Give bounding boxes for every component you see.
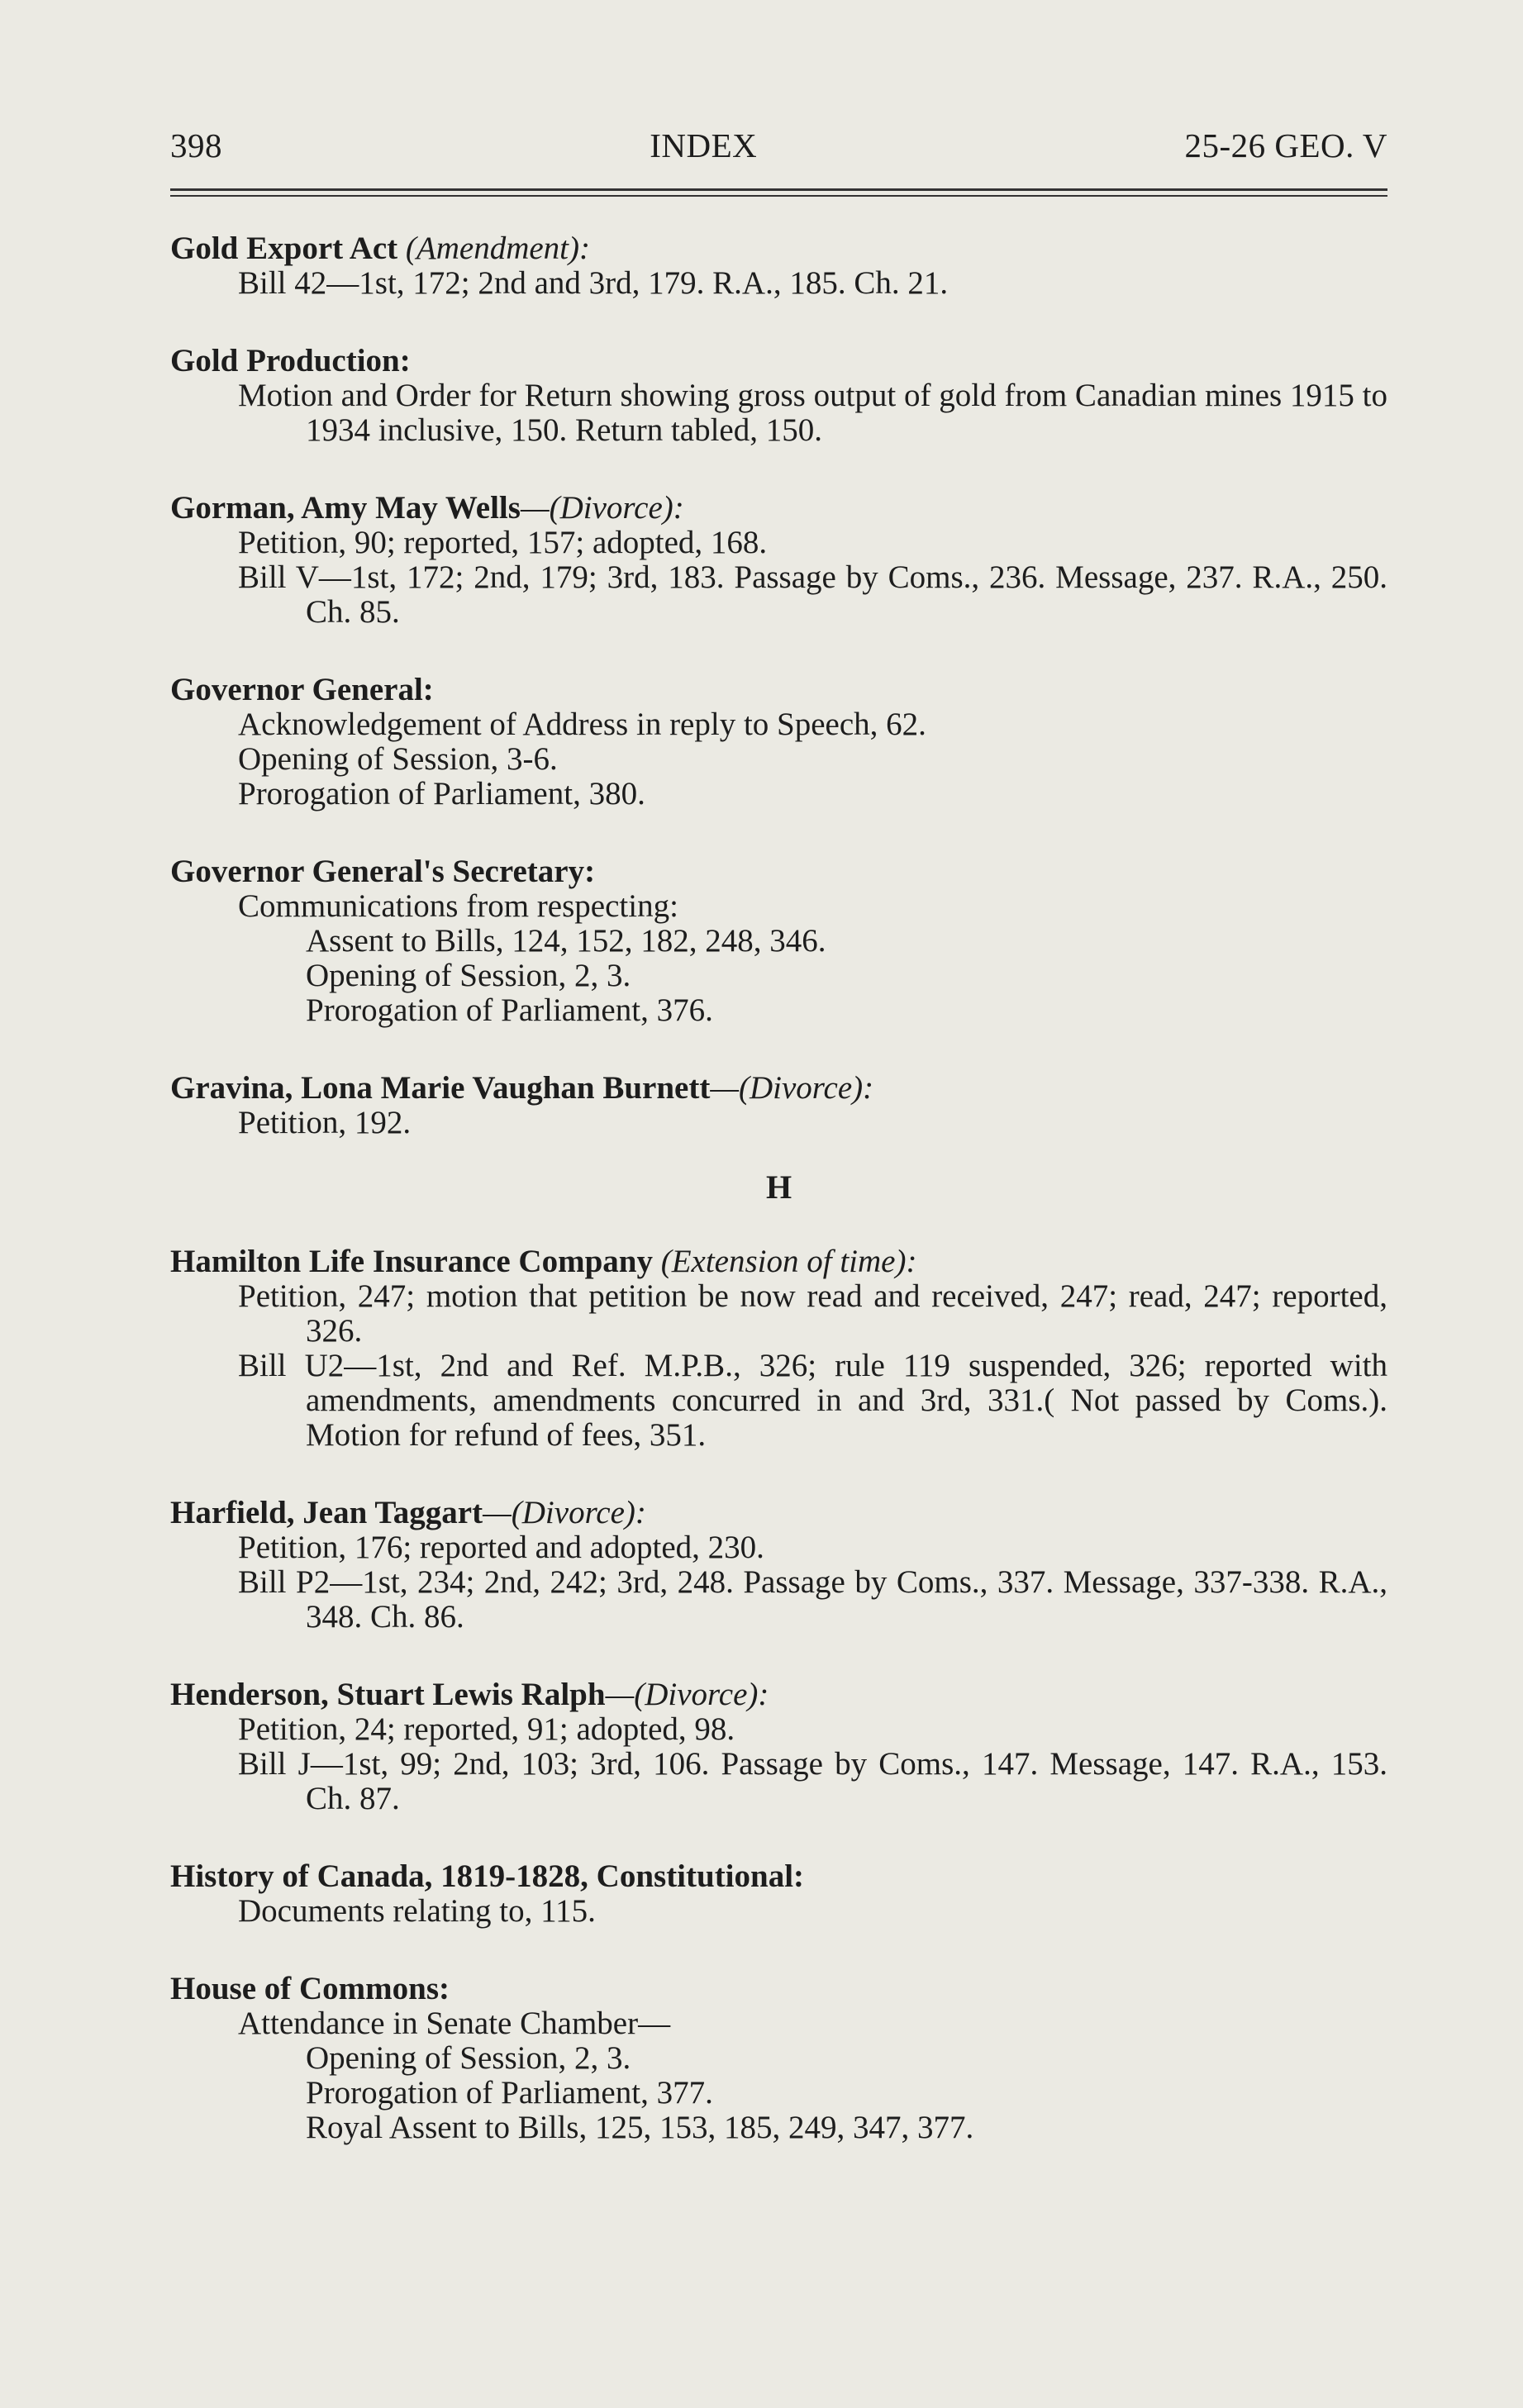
entry-subline: Opening of Session, 2, 3. (306, 2040, 631, 2076)
index-entry (170, 1678, 1387, 1816)
entry-heading: House of Commons: (170, 1971, 450, 2006)
entry-heading: Hamilton Life Insurance Company (170, 1244, 653, 1279)
entry-line: Petition, 176; reported and adopted, 230. (238, 1530, 764, 1565)
page-title: INDEX (650, 126, 758, 164)
entry-line: Prorogation of Parliament, 380. (238, 776, 645, 811)
entry-line: Bill 42—1st, 172; 2nd and 3rd, 179. R.A., 185. Ch. 21. (238, 265, 949, 301)
index-entry (170, 1859, 1387, 1929)
entry-line: Documents relating to, 115. (238, 1893, 596, 1929)
entry-subline: Prorogation of Parliament, 377. (306, 2075, 713, 2111)
index-entry (170, 231, 1387, 301)
entry-qualifier: (Amendment): (405, 231, 590, 266)
index-entry (170, 1496, 1387, 1635)
page-number: 398 (170, 126, 222, 164)
entry-subline: Royal Assent to Bills, 125, 153, 185, 249, 347, 377. (306, 2110, 974, 2145)
entry-heading: Gorman, Amy May Wells (170, 490, 521, 526)
entry-heading: Henderson, Stuart Lewis Ralph (170, 1677, 606, 1712)
running-header (170, 126, 1387, 165)
entry-line: Bill J—1st, 99; 2nd, 103; 3rd, 106. Passage by Coms., 147. Message, 147. R.A., 153. Ch. 87. (238, 1746, 1387, 1816)
header-double-rule (170, 188, 1387, 197)
entry-line: Motion and Order for Return showing gross output of gold from Canadian mines 1915 to 1934 inclusive, 150. Return tabled, 150. (238, 378, 1387, 448)
index-entry (170, 1972, 1387, 2145)
entry-line: Bill V—1st, 172; 2nd, 179; 3rd, 183. Passage by Coms., 236. Message, 237. R.A., 250. Ch. 85. (238, 559, 1387, 630)
entry-line: Petition, 247; motion that petition be now read and received, 247; read, 247; reported, 326. (238, 1278, 1387, 1349)
entry-line: Bill U2—1st, 2nd and Ref. M.P.B., 326; rule 119 suspended, 326; reported with amendments, amendments concurred in and 3rd, 331.( Not passed by Coms.). Motion for refund of fees, 351. (238, 1348, 1387, 1453)
entry-line: Communications from respecting: (238, 888, 678, 924)
entry-line: Acknowledgement of Address in reply to Speech, 62. (238, 707, 926, 742)
volume-label: 25-26 GEO. V (1184, 126, 1387, 164)
entry-heading: Harfield, Jean Taggart (170, 1495, 483, 1530)
entry-qualifier: —(Divorce): (520, 490, 684, 526)
index-content (170, 231, 1387, 2188)
entry-qualifier: (Extension of time): (660, 1244, 917, 1279)
index-entry (170, 1244, 1387, 1453)
entry-subline: Assent to Bills, 124, 152, 182, 248, 346. (306, 923, 826, 959)
index-entry (170, 673, 1387, 811)
entry-line: Attendance in Senate Chamber— (238, 2006, 671, 2041)
entry-line: Bill P2—1st, 234; 2nd, 242; 3rd, 248. Passage by Coms., 337. Message, 337-338. R.A., 348. Ch. 86. (238, 1564, 1387, 1635)
index-entry (170, 344, 1387, 448)
entry-line: Petition, 90; reported, 157; adopted, 168. (238, 525, 768, 560)
entry-heading: Gravina, Lona Marie Vaughan Burnett (170, 1070, 711, 1106)
entry-heading: Governor General: (170, 672, 434, 707)
entry-heading: Governor General's Secretary: (170, 854, 596, 889)
entry-qualifier: —(Divorce): (605, 1677, 769, 1712)
section-letter: H (765, 1168, 792, 1206)
entry-heading: History of Canada, 1819-1828, Constitutional: (170, 1858, 805, 1894)
index-entry (170, 491, 1387, 630)
index-entry (170, 1071, 1387, 1140)
entry-subline: Opening of Session, 2, 3. (306, 958, 631, 993)
entry-subline: Prorogation of Parliament, 376. (306, 992, 713, 1028)
entry-heading: Gold Production: (170, 343, 411, 378)
entry-qualifier: —(Divorce): (483, 1495, 646, 1530)
entry-heading: Gold Export Act (170, 231, 398, 266)
index-entry (170, 854, 1387, 1028)
entry-line: Opening of Session, 3-6. (238, 741, 558, 777)
entry-line: Petition, 24; reported, 91; adopted, 98. (238, 1711, 735, 1747)
entry-line: Petition, 192. (238, 1105, 412, 1140)
entry-qualifier: —(Divorce): (710, 1070, 874, 1106)
